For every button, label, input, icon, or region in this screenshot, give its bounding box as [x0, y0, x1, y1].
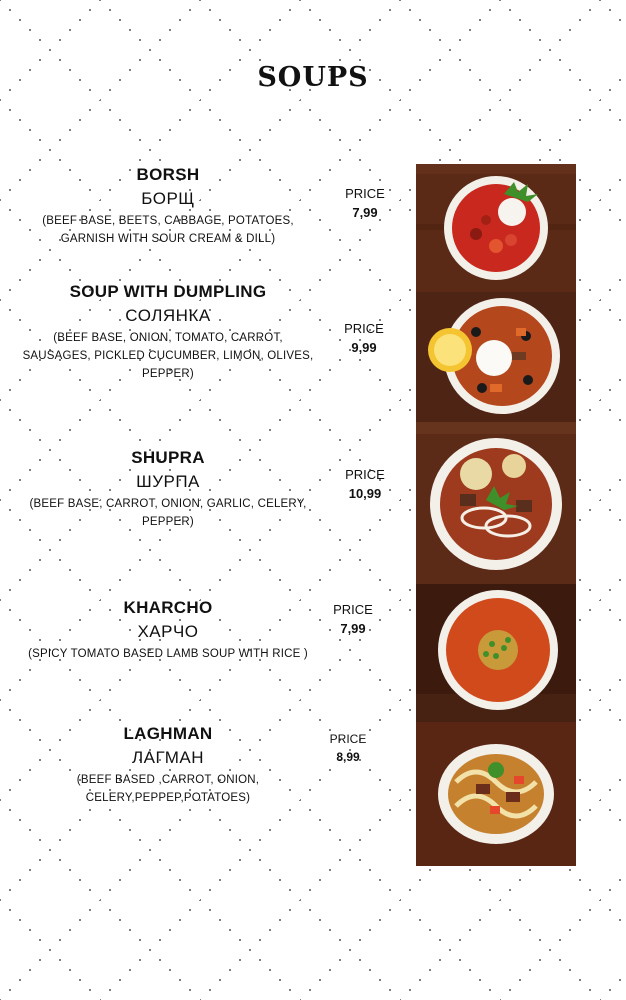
photo-soup-with-dumpling	[416, 292, 576, 422]
price-label: PRICE	[329, 732, 367, 746]
price-shupra	[330, 467, 400, 501]
price-label: PRICE	[345, 467, 385, 482]
price-laghman	[313, 732, 383, 764]
price-value: 8,99	[336, 750, 360, 764]
item-name: LAGHMAN	[123, 724, 213, 743]
item-description: (BEEF BASE, CARROT, ONION, GARLIC, CELERY, PEPPER)	[29, 498, 307, 528]
item-name: SOUP WITH DUMPLING	[69, 282, 267, 301]
item-description: (BEEF BASED ,CARROT, ONION, CELERY,PEPPEP,POTATOES)	[76, 774, 260, 804]
price-label: PRICE	[344, 321, 384, 336]
price-kharcho	[318, 602, 388, 636]
price-soup-with-dumpling	[329, 321, 399, 355]
item-name: SHUPRA	[131, 448, 205, 467]
menu-item-laghman	[20, 724, 316, 807]
item-name-russian: БОРЩ	[141, 189, 195, 208]
menu-item-borsh	[20, 165, 316, 248]
page-title: SOUPS	[257, 62, 369, 93]
price-label: PRICE	[333, 602, 373, 617]
item-name-russian: СОЛЯНКА	[125, 306, 211, 325]
photo-borsh	[416, 164, 576, 292]
menu-item-shupra	[20, 448, 316, 531]
price-value: 7,99	[352, 205, 378, 220]
item-name-russian: ЛАГМАН	[131, 748, 205, 767]
dish-photos	[416, 164, 576, 866]
menu-item-soup-with-dumpling	[20, 282, 316, 383]
photo-shupra	[416, 422, 576, 584]
item-description: (SPICY TOMATO BASED LAMB SOUP WITH RICE )	[28, 648, 308, 660]
price-value: 7,99	[340, 621, 366, 636]
price-borsh	[330, 186, 400, 220]
item-name: KHARCHO	[123, 598, 213, 617]
price-value: 10,99	[348, 486, 382, 501]
item-description: (BEEF BASE, ONION, TOMATO, CARROT, SAUSAGES, PICKLED CUCUMBER, LIMON, OLIVES, PEPPER)	[22, 332, 314, 380]
item-name-russian: ХАРЧО	[137, 622, 199, 641]
price-value: 9,99	[351, 340, 377, 355]
menu-item-kharcho	[20, 598, 316, 663]
item-description: (BEEF BASE, BEETS, CABBAGE, POTATOES, GARNISH WITH SOUR CREAM & DILL)	[42, 215, 294, 245]
photo-kharcho	[416, 584, 576, 722]
photo-laghman	[416, 722, 576, 866]
item-name-russian: ШУРПА	[136, 472, 200, 491]
price-label: PRICE	[345, 186, 385, 201]
item-name: BORSH	[136, 165, 200, 184]
